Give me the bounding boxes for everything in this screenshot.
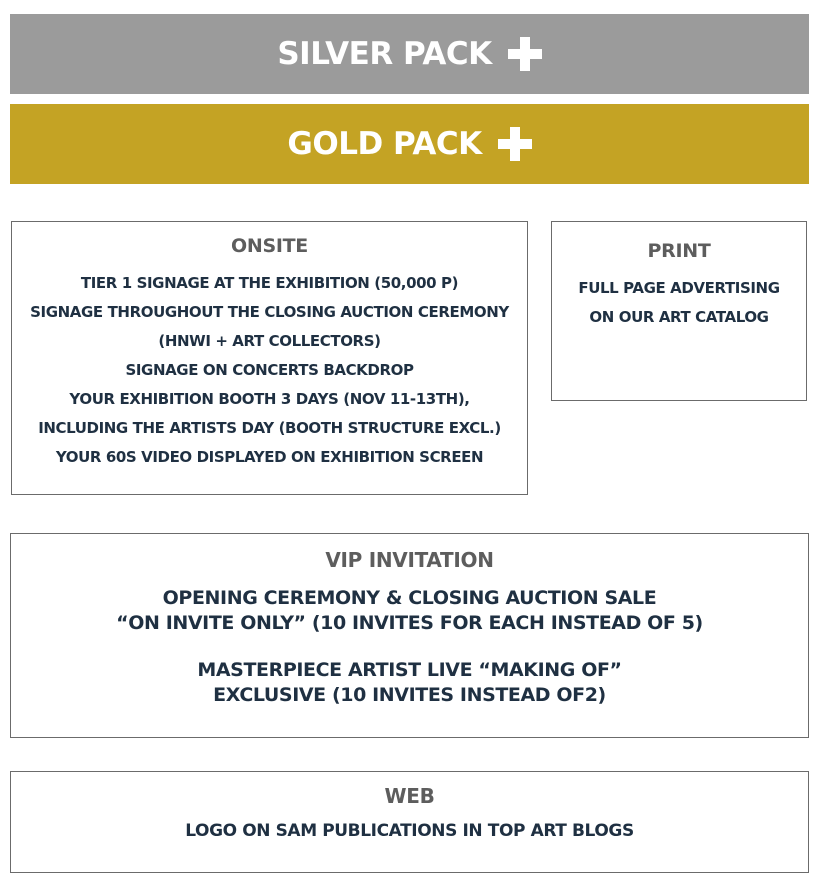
silver-pack-label: SILVER PACK — [277, 36, 492, 72]
section-title: ONSITE — [231, 235, 308, 257]
plus-icon[interactable] — [508, 37, 542, 71]
onsite-line: TIER 1 SIGNAGE AT THE EXHIBITION (50,000 P) — [80, 274, 459, 292]
onsite-line: SIGNAGE THROUGHOUT THE CLOSING AUCTION CEREMONY — [30, 303, 509, 321]
web-section — [10, 771, 809, 873]
web-line: LOGO ON SAM PUBLICATIONS IN TOP ART BLOGS — [185, 821, 634, 841]
silver-pack-banner[interactable] — [10, 14, 809, 94]
onsite-line: YOUR EXHIBITION BOOTH 3 DAYS (NOV 11-13TH), — [69, 390, 470, 408]
vip-line: MASTERPIECE ARTIST LIVE “MAKING OF” — [197, 659, 622, 681]
gold-pack-banner[interactable] — [10, 104, 809, 184]
print-line: FULL PAGE ADVERTISING — [578, 279, 780, 297]
onsite-line: (HNWI + ART COLLECTORS) — [158, 332, 381, 350]
section-title: PRINT — [647, 240, 711, 262]
onsite-line: SIGNAGE ON CONCERTS BACKDROP — [125, 361, 414, 379]
section-title: WEB — [384, 784, 435, 808]
section-title: VIP INVITATION — [325, 548, 494, 572]
print-line: ON OUR ART CATALOG — [589, 308, 769, 326]
plus-icon[interactable] — [498, 127, 532, 161]
onsite-line: YOUR 60S VIDEO DISPLAYED ON EXHIBITION SCREEN — [55, 448, 484, 466]
spacer — [11, 636, 808, 658]
vip-line: EXCLUSIVE (10 INVITES INSTEAD OF2) — [213, 684, 606, 706]
vip-line: OPENING CEREMONY & CLOSING AUCTION SALE — [162, 587, 657, 609]
vip-line: “ON INVITE ONLY” (10 INVITES FOR EACH INSTEAD OF 5) — [116, 612, 703, 634]
vip-invitation-section — [10, 533, 809, 738]
gold-pack-label: GOLD PACK — [287, 126, 482, 162]
onsite-line: INCLUDING THE ARTISTS DAY (BOOTH STRUCTURE EXCL.) — [38, 419, 501, 437]
onsite-section — [11, 221, 528, 495]
print-section — [551, 221, 807, 401]
